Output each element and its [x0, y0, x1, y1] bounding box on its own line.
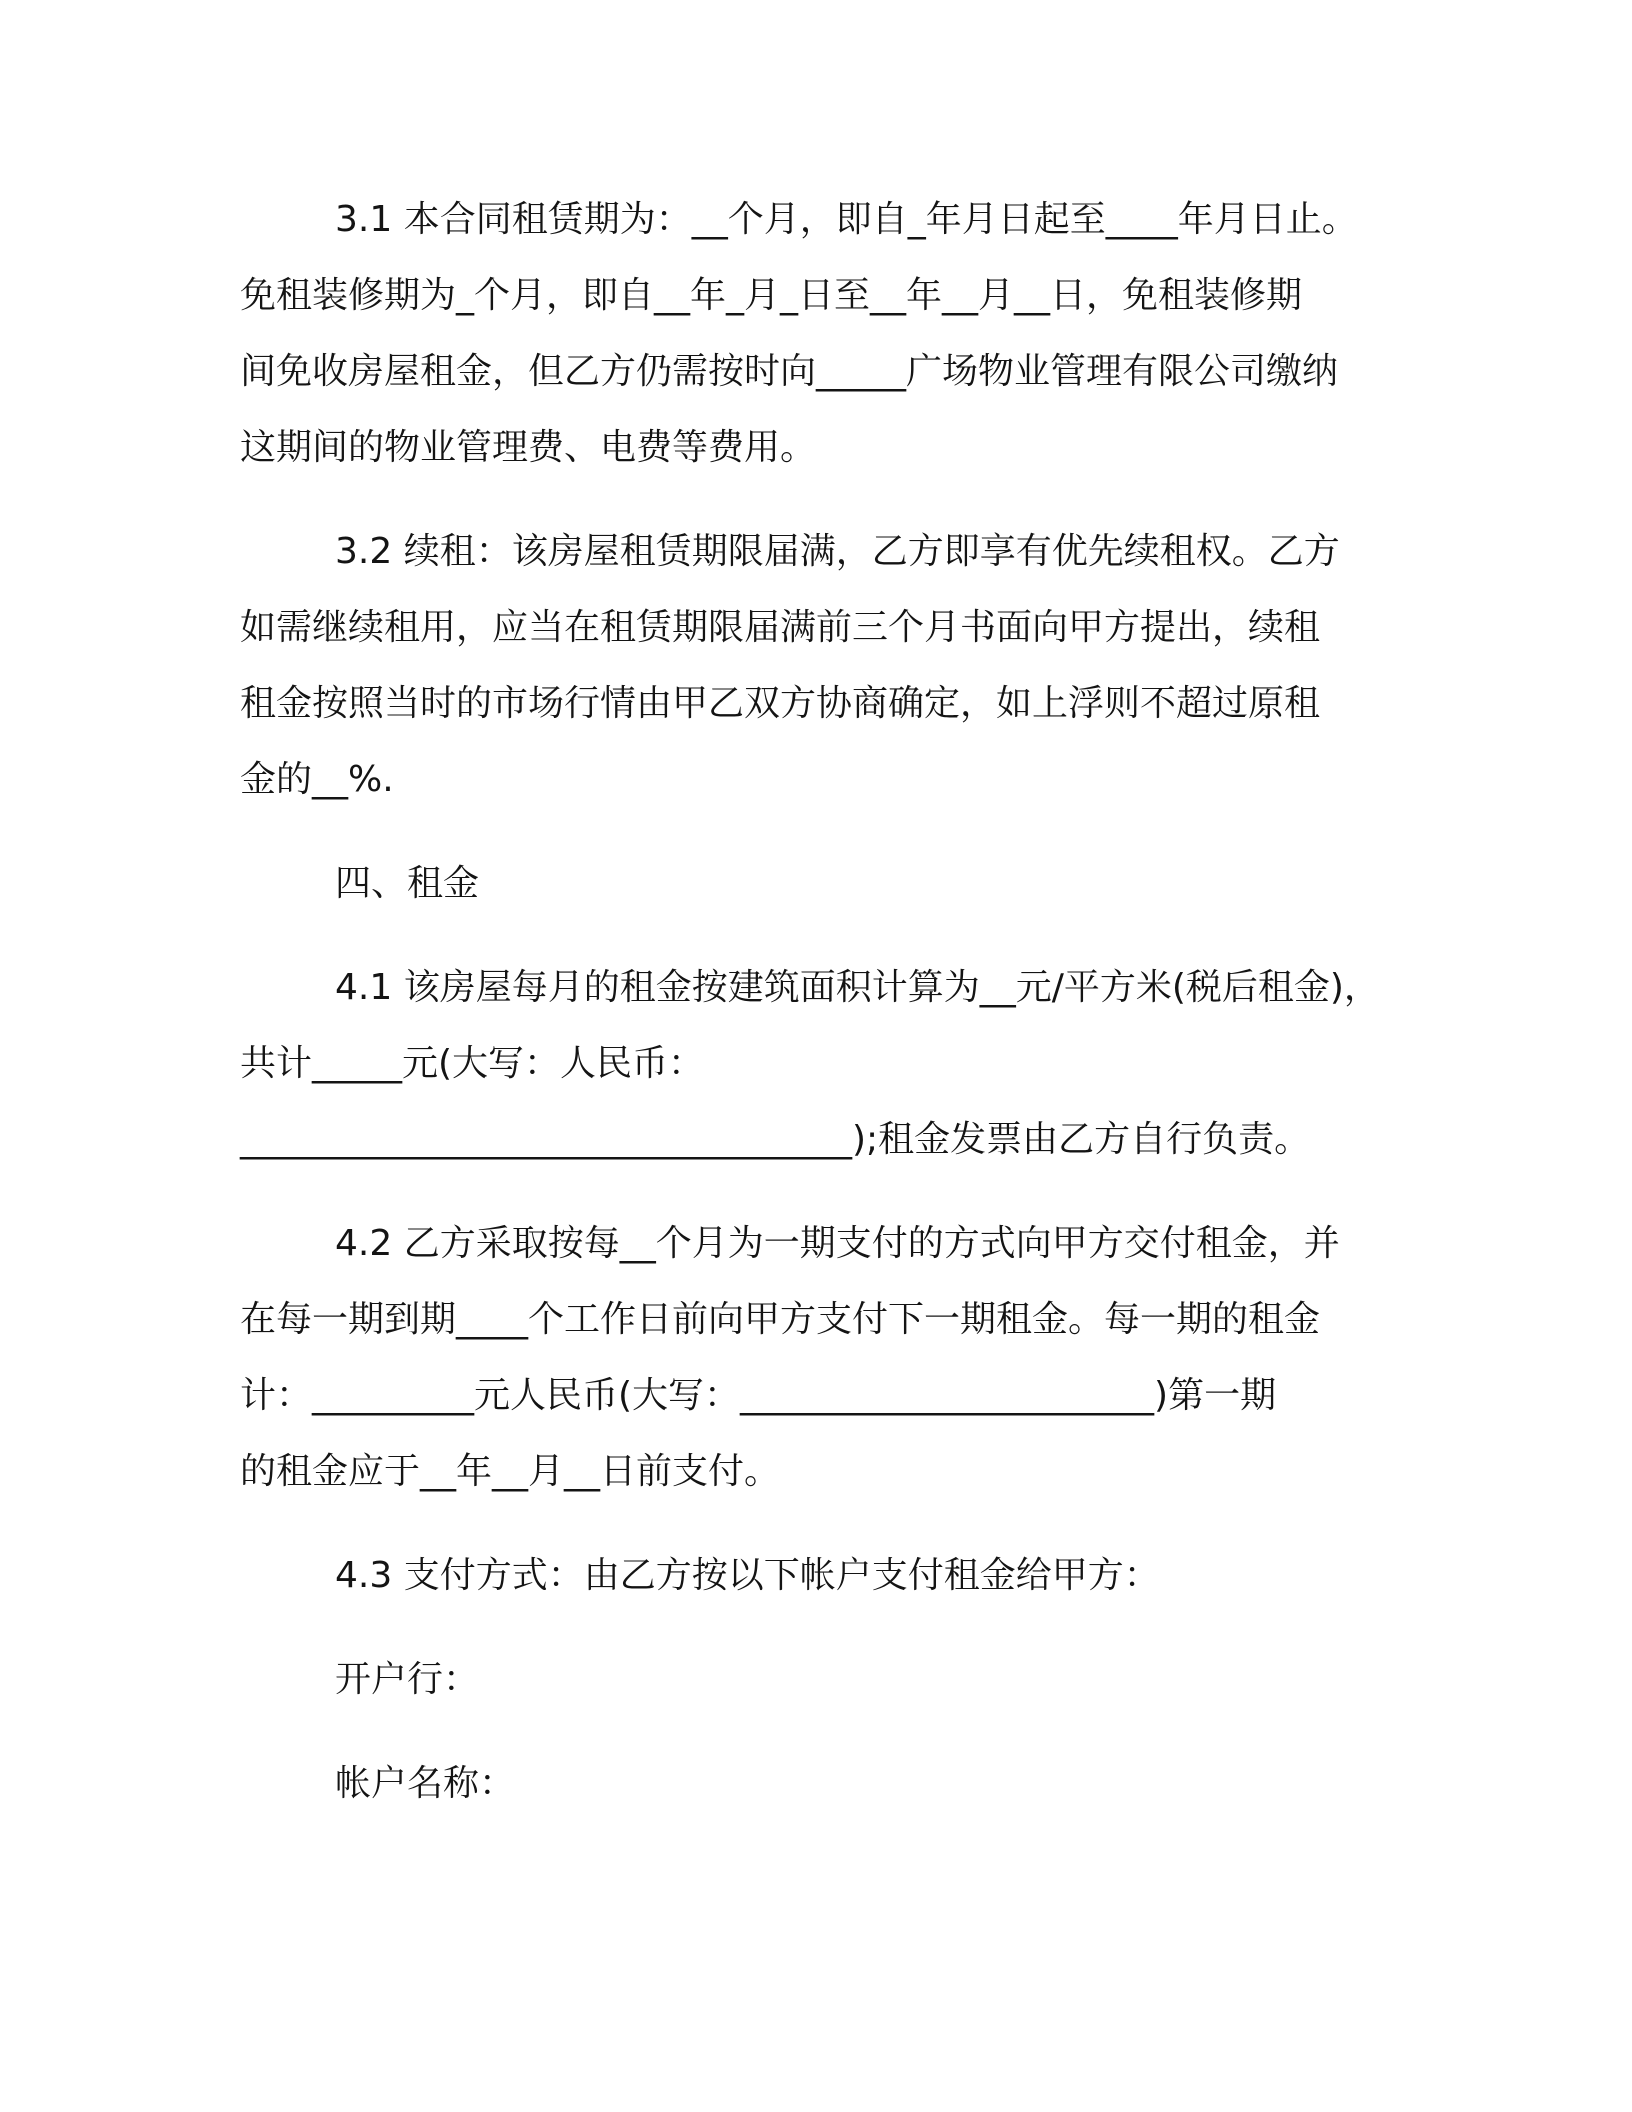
bank-name-label: 开户行：: [335, 1659, 480, 1700]
clause-4-1-line-3: __________________________________);租金发票由乙方自行负责。: [240, 1119, 1311, 1160]
clause-4-2-line-1: 4.2 乙方采取按每__个月为一期支付的方式向甲方交付租金，并: [335, 1223, 1340, 1264]
clause-3-2-line-2: 如需继续租用，应当在租赁期限届满前三个月书面向甲方提出，续租: [240, 607, 1321, 648]
clause-4-2-line-4: 的租金应于__年__月__日前支付。: [240, 1451, 781, 1492]
clause-3-1-line-3: 间免收房屋租金，但乙方仍需按时向_____广场物业管理有限公司缴纳: [240, 351, 1339, 392]
clause-3-1-line-1: 3.1 本合同租赁期为：__个月，即自_年月日起至____年月日止。: [335, 199, 1358, 240]
clause-3-2-line-1: 3.2 续租：该房屋租赁期限届满，乙方即享有优先续租权。乙方: [335, 531, 1340, 572]
clause-4-3-line-1: 4.3 支付方式：由乙方按以下帐户支付租金给甲方：: [335, 1555, 1160, 1596]
clause-3-1-line-2: 免租装修期为_个月，即自__年_月_日至__年__月__日，免租装修期: [240, 275, 1303, 316]
clause-3-1-line-4: 这期间的物业管理费、电费等费用。: [240, 427, 817, 468]
clause-3-2-line-4: 金的__%.: [240, 759, 394, 800]
clause-3-2-line-3: 租金按照当时的市场行情由甲乙双方协商确定，如上浮则不超过原租: [240, 683, 1321, 724]
section-heading-rent: 四、租金: [335, 863, 480, 904]
clause-4-2-line-2: 在每一期到期____个工作日前向甲方支付下一期租金。每一期的租金: [240, 1299, 1321, 1340]
clause-4-1-line-2: 共计_____元(大写：人民币：: [240, 1043, 705, 1084]
account-name-label: 帐户名称：: [335, 1763, 516, 1804]
clause-4-1-line-1: 4.1 该房屋每月的租金按建筑面积计算为__元/平方米(税后租金)，: [335, 967, 1380, 1008]
clause-4-2-line-3: 计：_________元人民币(大写：_______________________)第一期: [240, 1375, 1277, 1416]
